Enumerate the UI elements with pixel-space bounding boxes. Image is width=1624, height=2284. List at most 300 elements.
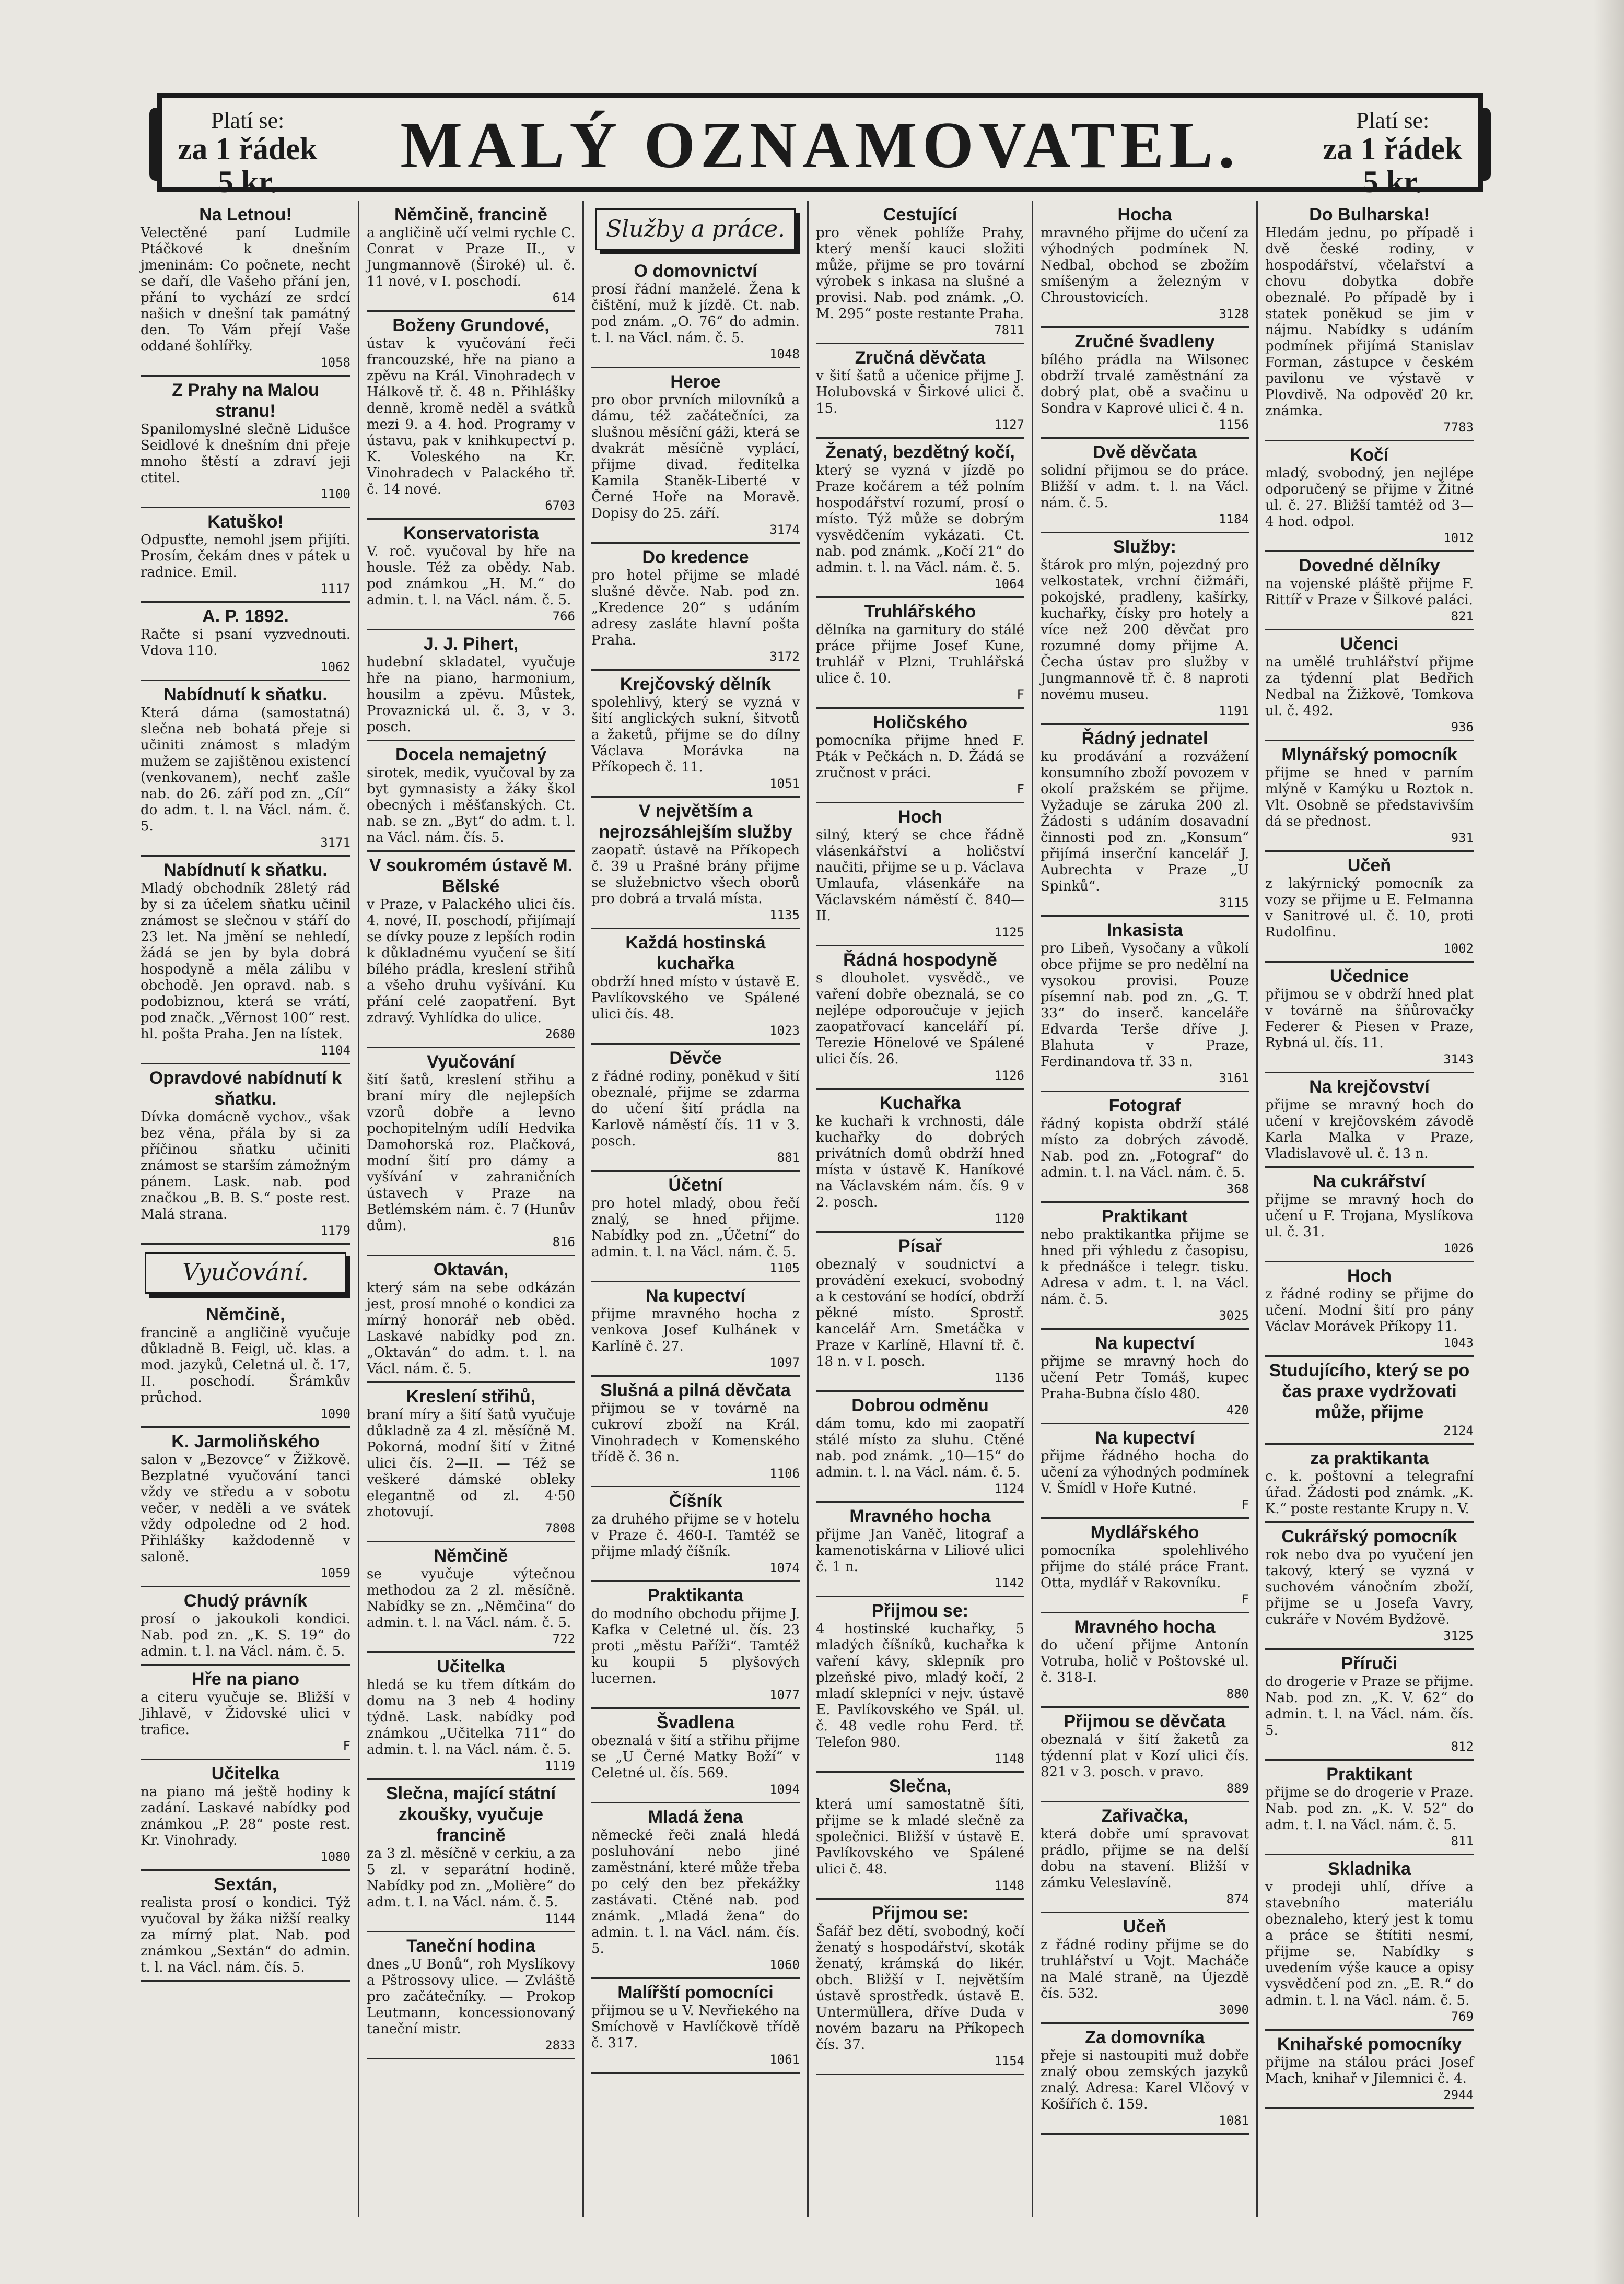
- ad-body: v prodeji uhlí, dříve a stavebního materiálu obeznaleho, který jest k tomu a práce se štítiti nesmí, přijme se. Nabídky s uvedením výše kauce a opisy vysvědčení pod zn. „E. R.“ do admin. t. l. na Václ. nám. č. 5.: [1265, 1879, 1474, 2008]
- ad-title: Učeň: [1123, 1917, 1167, 1937]
- column-4: [807, 201, 1032, 2217]
- ad-title: Přijmou se:: [871, 1601, 969, 1621]
- ad-body: Hledám jednu, po případě i dvě české rodiny, v hospodářství, včelařství a chovu dobytka dobře obeznalé. Po případě by i statek poněkud se jim v nájmu. Nabídky s udáním podmínek přijímá Stanislav Forman, zástupce v českém pavilonu ve výstavě v Plovdivě. Na odpověď 20 kr. známka.: [1265, 225, 1474, 419]
- ad-number: 3161: [1219, 1071, 1249, 1085]
- classified-ad: [367, 1383, 575, 1542]
- ad-number: 811: [1451, 1834, 1474, 1848]
- classified-ad: [1265, 552, 1474, 630]
- ad-number: F: [1241, 1497, 1249, 1512]
- ad-title: Oktaván,: [433, 1260, 509, 1280]
- classified-ad: [1041, 1330, 1249, 1424]
- ad-number: 368: [1226, 1181, 1249, 1196]
- ad-title: Cestující: [883, 205, 957, 225]
- ad-title: Opravdové nabídnutí k sňatku.: [149, 1068, 342, 1109]
- ad-body: hudební skladatel, vyučuje hře na piano, harmonium, housilm a zpěvu. Můstek, Provaznická ul. č. 3, v 3. posch.: [367, 654, 575, 735]
- classified-ad: [1265, 630, 1474, 741]
- ad-body: pro obor prvních milovníků a dámu, též začátečníci, za slušnou měsíční gáži, která se dvakrát měsíčně vyplácí, přijme divad. ředitelka Kamila Staněk-Liberté v Černé Hoře na Moravě. Dopisy do 25. září.: [591, 392, 800, 521]
- classified-ad: [367, 520, 575, 630]
- ad-number: 766: [552, 609, 575, 624]
- classified-ad: [1265, 1445, 1474, 1523]
- ad-number: 1077: [769, 1688, 800, 1702]
- ad-title: Docela nemajetný: [395, 745, 547, 765]
- ad-body: přeje si nastoupiti muž dobře znalý obou zemských jazyků znalý. Adresa: Karel Vlčový v Košířích č. 159.: [1041, 2048, 1249, 2112]
- ad-title: Hoch: [898, 807, 942, 827]
- section-heading: Vyučování.: [145, 1252, 346, 1294]
- ad-number: 3128: [1219, 307, 1249, 321]
- classified-ad: [367, 201, 575, 312]
- ad-number: 1135: [769, 908, 800, 922]
- ad-number: 1023: [769, 1023, 800, 1038]
- classified-ad: [816, 946, 1024, 1090]
- ad-body: v Praze, v Palackého ulici čís. 4. nové, II. poschodí, přijímají se dívky pouze z lepších rodin k důkladnému vyučení se šití bílého prádla, kreslení střihů a všeho druhu vyšívání. Ku přání celé zaopatření. Byt zdravý. Vyhlídka do ulice.: [367, 897, 575, 1026]
- ad-body: mravného přijme do učení za výhodných podmínek N. Nedbal, obchod se zbožím smíšeným a železným v Chroustovicích.: [1041, 225, 1249, 306]
- classified-ad: [1041, 439, 1249, 533]
- classified-ad: [141, 508, 350, 603]
- ad-number: 1059: [320, 1566, 350, 1580]
- classified-ad: [591, 544, 800, 671]
- classified-ad: [816, 439, 1024, 598]
- ad-number: 420: [1226, 1403, 1249, 1418]
- ad-title: Přijmou se:: [871, 1903, 969, 1923]
- classified-ad: [816, 344, 1024, 439]
- ad-body: obdrží hned místo v ústavě E. Pavlíkovského ve Spálené ulici čís. 48.: [591, 974, 800, 1022]
- ad-number: 1062: [320, 660, 350, 674]
- classified-ad: [367, 1932, 575, 2059]
- ad-title: Hoch: [1347, 1266, 1392, 1286]
- ad-title: Mydlářského: [1090, 1522, 1199, 1542]
- ad-title: Praktikanta: [647, 1586, 744, 1606]
- ad-columns: [133, 201, 1481, 2217]
- classified-ad: [367, 852, 575, 1048]
- classified-ad: [816, 1900, 1024, 2075]
- ad-title: Mlynářský pomocník: [1281, 745, 1457, 765]
- column-3: [582, 201, 807, 2217]
- ad-body: obeznalá v šití a střihu přijme se „U Černé Matky Boží“ v Celetné ul. čís. 569.: [591, 1733, 800, 1781]
- classified-ad: [1265, 741, 1474, 852]
- ad-number: 3174: [769, 522, 800, 537]
- classified-ad: [816, 1773, 1024, 1900]
- ad-body: mladý, svobodný, jen nejlépe odporučený se přijme v Žitné ul. č. 27. Bližší tamtéž od 3—4 hod. odpol.: [1265, 465, 1474, 530]
- ad-title: Do Bulharska!: [1309, 205, 1430, 225]
- ad-body: dnes „U Bonů“, roh Myslíkovy a Pštrossovy ulice. — Zvláště pro začátečníky. — Prokop Leutmann, koncessionovaný taneční mistr.: [367, 1957, 575, 2037]
- ad-number: 3172: [769, 649, 800, 664]
- classified-ad: [591, 1172, 800, 1282]
- classified-ad: [591, 1377, 800, 1487]
- ad-title: Mladá žena: [648, 1807, 743, 1827]
- ad-title: Taneční hodina: [406, 1936, 535, 1956]
- price-notice-right-line1: Platí se:: [1356, 108, 1430, 133]
- ad-number: 1094: [769, 1782, 800, 1797]
- ad-title: Zručná děvčata: [855, 348, 986, 368]
- ad-body: na umělé truhlářství přijme za týdenní plat Bedřich Nedbal na Žižkově, Tomkova ul. č. 492.: [1265, 654, 1474, 719]
- ad-number: 1074: [769, 1561, 800, 1575]
- ad-body: štárok pro mlýn, pojezdný pro velkostatek, vrchní čižmáři, pokojské, pradleny, kašírky, kuchařky, čísky pro hotely a více než 200 děvčat pro rozumné domy přijme A. Čecha ústav pro služby v Jungmannově tř. č. 8 naproti novému museu.: [1041, 557, 1249, 702]
- classified-ad: [1041, 917, 1249, 1092]
- classified-ad: [591, 257, 800, 368]
- ad-number: 1060: [769, 1958, 800, 1972]
- price-notice-right-line2: za 1 řádek 5 kr.: [1323, 132, 1463, 200]
- classified-ad: [1041, 1092, 1249, 1203]
- ad-number: 936: [1451, 720, 1474, 734]
- ad-title: Němčině: [434, 1546, 508, 1566]
- ad-title: Boženy Grundové,: [392, 315, 550, 335]
- ad-title: Krejčovský dělník: [620, 674, 772, 694]
- ad-body: Šafář bez dětí, svobodný, kočí ženatý s hospodářství, skoták ženatý, krámská do likér. obch. Bližší v I. největším ústavě sprostředk. ústavě E. Untermüllera, dříve Duda v novém bazaru na Příkopech čís. 37.: [816, 1924, 1024, 2053]
- ad-title: Dvě děvčata: [1093, 442, 1197, 462]
- ad-title: Za domovníka: [1085, 2028, 1205, 2047]
- classified-ad: [141, 1064, 350, 1245]
- ad-number: 1105: [769, 1261, 800, 1275]
- ad-number: F: [343, 1739, 350, 1753]
- classified-ad: [591, 798, 800, 929]
- ad-body: přijme se mravný hoch do učení u F. Trojana, Myslíkova ul. č. 31.: [1265, 1192, 1474, 1240]
- ad-number: 880: [1226, 1686, 1249, 1701]
- ad-number: 1058: [320, 355, 350, 370]
- masthead-title: MALÝ OZNAMOVATEL.: [400, 109, 1240, 182]
- ad-body: Velectěné paní Ludmile Ptáčkové k dnešním jmeninám: Co počnete, necht se daří, dle Vašeho přání jen, přání to vychází ze srdcí našich v dnešní tak památný den. To Vám přejí Vaše oddané šohlířky.: [141, 225, 350, 354]
- classified-ad: [816, 598, 1024, 709]
- scan-edge-shadow: [1594, 0, 1624, 2284]
- ad-body: braní míry a šití šatů vyučuje důkladně za 4 zl. měsíčně M. Pokorná, modní šití v Žitné ulici čís. 2—II. — Též se veškeré dámské obleky elegantně od zl. 4·50 zhotovují.: [367, 1407, 575, 1520]
- classified-ad: [1041, 328, 1249, 439]
- classified-ad: [1265, 963, 1474, 1073]
- ad-body: realista prosí o kondici. Týž vyučoval by žáka nižší realky za mírný plat. Nab. pod známkou „Sextán“ do admin. t. l. na Václ. nám. čís. 5.: [141, 1895, 350, 1975]
- classified-ad: [816, 1392, 1024, 1503]
- ad-body: Mladý obchodník 28letý rád by si za účelem sňatku učinil známost se slečnou v stáří do 23 let. Na jmění se nehledí, žádá se jen by byla dobrá hospodyně a měla zálibu v obchodě. Jen opravd. nab. s podobiznou, která se vrátí, pod značk. „Věrnost 100“ rest. hl. pošta Praha. Jen na lístek.: [141, 881, 350, 1042]
- ad-body: sirotek, medik, vyučoval by za byt gymnasisty a žáky škol obecných i měšťanských. Ct. nab. se zn. „Byt“ do adm. t. l. na Václ. nám. čís. 5.: [367, 765, 575, 846]
- ad-title: Hocha: [1117, 205, 1172, 225]
- classified-ad: [1265, 1523, 1474, 1650]
- ad-number: F: [1241, 1592, 1249, 1607]
- classified-ad: [1041, 1519, 1249, 1613]
- classified-ad: [367, 312, 575, 520]
- ad-number: 1142: [994, 1576, 1024, 1590]
- ad-title: Na cukrářství: [1313, 1172, 1426, 1191]
- ad-title: Dovedné dělníky: [1299, 556, 1440, 576]
- ad-number: 1090: [320, 1407, 350, 1421]
- ad-body: přijme na stálou práci Josef Mach, knihař v Jilemnici č. 4.: [1265, 2055, 1474, 2087]
- ad-number: 614: [552, 290, 575, 305]
- classified-ad: [141, 603, 350, 681]
- classified-ad: [1265, 852, 1474, 963]
- ad-body: do drogerie v Praze se přijme. Nab. pod zn. „K. V. 62“ do admin. t. l. na Václ. nám. čís. 5.: [1265, 1674, 1474, 1738]
- classified-ad: [1041, 1913, 1249, 2024]
- ad-number: 2680: [545, 1027, 575, 1041]
- classified-ad: [1265, 1357, 1474, 1445]
- ad-title: Řádný jednatel: [1081, 729, 1208, 748]
- ad-body: s dlouholet. vysvědč., ve vaření dobře obeznalá, se co nejlépe odporoučuje v jejich zaopatřovací kanceláří pí. Terezie Hönelové ve Spálené ulici čís. 26.: [816, 970, 1024, 1067]
- classified-ad: [141, 1871, 350, 1982]
- ad-number: 1156: [1219, 417, 1249, 432]
- ad-body: německé řeči znalá hledá posluhování nebo jiné zaměstnání, které může třeba po celý den bez překážky zastávati. Ctěné nab. pod známk. „Mladá žena“ do admin. t. l. na Václ. nám. čís. 5.: [591, 1828, 800, 1957]
- masthead: [157, 93, 1483, 200]
- classified-ad: [1041, 1613, 1249, 1708]
- column-6: [1256, 201, 1481, 2217]
- ad-number: 1125: [994, 925, 1024, 940]
- ad-body: která umí samostatně šíti, přijme se k mladé slečně za společnici. Bližší v ústavě E. Pavlíkovského ve Spálené ulici č. 48.: [816, 1797, 1024, 1877]
- ad-title: V soukromém ústavě M. Bělské: [369, 856, 573, 896]
- ad-body: V. roč. vyučoval by hře na housle. Též za obědy. Nab. pod známkou „H. M.“ do admin. t. l. na Václ. nám. č. 5.: [367, 544, 575, 608]
- ad-body: do modního obchodu přijme J. Kafka v Celetné ul. čís. 23 proti „městu Paříži“. Tamtéž ku koupii 5 plyšových lucernen.: [591, 1606, 800, 1686]
- classified-ad: [816, 1233, 1024, 1392]
- ad-body: přijme se do drogerie v Praze. Nab. pod zn. „K. V. 52“ do adm. t. l. na Václ. nám. č. 5.: [1265, 1785, 1474, 1833]
- ad-body: Spanilomyslné slečně Lidušce Seidlové k dnešním dni přeje mnoho štěstí a zdraví jeji ctitel.: [141, 421, 350, 486]
- ad-number: 3143: [1443, 1052, 1474, 1067]
- ad-title: O domovnictví: [634, 261, 757, 281]
- ad-number: 1148: [994, 1878, 1024, 1893]
- ad-title: Učitelka: [211, 1764, 280, 1784]
- ad-number: 889: [1226, 1781, 1249, 1796]
- ad-body: salon v „Bezovce“ v Žižkově. Bezplatné vyučování tanci vždy ve středu a v sobotu večer, v neděli a ve svátek vždy odpoledne od 2 hod. Přihlášky každodenně v saloně.: [141, 1452, 350, 1565]
- ad-number: 1064: [994, 577, 1024, 591]
- ad-title: Malířští pomocníci: [617, 1983, 774, 2002]
- ad-title: Účetní: [668, 1175, 723, 1195]
- ad-title: Truhlářského: [864, 602, 976, 622]
- ad-title: Mravného hocha: [1074, 1617, 1216, 1637]
- classified-ad: [367, 1780, 575, 1932]
- ad-number: 1106: [769, 1466, 800, 1481]
- classified-ad: [1265, 1262, 1474, 1357]
- ad-title: J. J. Pihert,: [423, 634, 519, 654]
- classified-ad: [141, 681, 350, 857]
- ad-body: přijmou se v obdrží hned plat v továrně na šňůrovačky Federer & Piesen v Praze, Rybná ul. čís. 11.: [1265, 987, 1474, 1051]
- ad-title: Ženatý, bezdětný kočí,: [825, 442, 1015, 462]
- ad-title: Inkasista: [1106, 920, 1183, 940]
- classified-ad: [1265, 201, 1474, 441]
- ad-number: 1081: [1219, 2113, 1249, 2128]
- ad-body: z řádné rodiny se přijme do učení. Modní šití pro pány Václav Morávek Příkopy 11.: [1265, 1286, 1474, 1334]
- ad-title: Studujícího, který se po čas praxe vydržovati může, přijme: [1269, 1361, 1470, 1422]
- ad-title: Dobrou odměnu: [851, 1396, 989, 1415]
- ad-body: dělníka na garnitury do stálé práce přijme Josef Kune, truhlář v Plzni, Truhlářská ulice č. 10.: [816, 622, 1024, 686]
- classified-ad: [141, 1760, 350, 1871]
- ad-body: pomocníka spolehlivého přijme do stálé práce Frant. Otta, mydlář v Rakovníku.: [1041, 1543, 1249, 1591]
- ad-body: pro hotel přijme se mladé slušné děvče. Nab. pod zn. „Kredence 20“ s udáním adresy zasláte hlavní pošta Praha.: [591, 568, 800, 648]
- classified-ad: [367, 630, 575, 741]
- price-notice-left-line2: za 1 řádek 5 kr.: [178, 132, 318, 200]
- ad-title: Chudý právník: [183, 1591, 308, 1611]
- classified-ad: [816, 1597, 1024, 1773]
- ad-title: Slečna, mající státní zkoušky, vyučuje francině: [385, 1784, 556, 1845]
- ad-title: Knihařské pomocníky: [1277, 2034, 1462, 2054]
- ad-body: v šití šatů a učenice přijme J. Holubovská v Širkové ulici č. 15.: [816, 368, 1024, 416]
- ad-body: dám tomu, kdo mi zaopatří stálé místo za sluhu. Ctěné nab. pod známk. „10—15“ do admin. t. l. na Václ. nám. č. 5.: [816, 1416, 1024, 1480]
- ad-number: 7783: [1443, 420, 1474, 435]
- ad-body: řádný kopista obdrží stálé místo za dobrých závodě. Nab. pod zn. „Fotograf“ do admin. t. l. na Václ. nám. č. 5.: [1041, 1116, 1249, 1180]
- classified-ad: [591, 1045, 800, 1172]
- ad-title: Číšník: [669, 1491, 722, 1511]
- ad-body: který se vyzná v jízdě po Praze kočárem a též polním hospodářství rozumí, prosí o místo. Týž může se dobrým vysvědčením vykázati. Ct. nab. pod známk. „Kočí 21“ do admin. t. l. na Václ. nám. č. 5.: [816, 463, 1024, 576]
- ad-body: přijme Jan Vaněč, litograf a kamenotiskárna v Liliové ulici č. 1 n.: [816, 1527, 1024, 1575]
- classified-ad: [1265, 2031, 1474, 2109]
- ad-body: 4 hostinské kuchařky, 5 mladých číšníků, kuchařka k vaření kávy, sklepník pro plzeňské pivo, mladý kočí, 2 mladí sklepníci v nejv. ústavě E. Pavlíkovského ve Spál. ul. č. 48 vedle rohu Ferd. tř. Telefon 980.: [816, 1621, 1024, 1750]
- ad-title: Holičského: [872, 712, 968, 732]
- ad-body: z řádné rodiny přijme se do truhlářství u Vojt. Macháče na Malé straně, na Újezdě čís. 532.: [1041, 1937, 1249, 2001]
- ad-title: Slečna,: [889, 1776, 952, 1796]
- ad-number: 1026: [1443, 1241, 1474, 1256]
- ad-title: Učitelka: [437, 1657, 505, 1677]
- column-1: [133, 201, 358, 2217]
- ad-number: 1144: [545, 1911, 575, 1926]
- ad-title: Švadlena: [656, 1713, 735, 1732]
- ad-title: Cukrářský pomocník: [1281, 1527, 1457, 1547]
- ad-number: 1080: [320, 1849, 350, 1864]
- ad-title: Nabídnutí k sňatku.: [163, 685, 328, 705]
- classified-ad: [1265, 1073, 1474, 1168]
- ad-title: Řádná hospodyně: [843, 950, 997, 970]
- ad-title: Každá hostinská kuchařka: [625, 933, 766, 974]
- ad-number: 1148: [994, 1751, 1024, 1766]
- ad-title: Nabídnutí k sňatku.: [163, 860, 328, 880]
- classified-ad: [591, 1487, 800, 1582]
- ad-body: hledá se ku třem dítkám do domu na 3 neb 4 hodiny týdně. Lask. nabídky pod známkou „Učitelka 711“ do admin. t. l. na Václ. nám. č. 5.: [367, 1677, 575, 1758]
- section-heading: Služby a práce.: [595, 208, 796, 250]
- ad-number: 3171: [320, 835, 350, 850]
- ad-number: 874: [1226, 1892, 1249, 1906]
- price-notice-right: [1314, 109, 1471, 198]
- ad-number: F: [1017, 782, 1024, 797]
- ad-number: 1191: [1219, 704, 1249, 718]
- ad-body: obeznalá v šití žaketů za týdenní plat v Kozí ulici čís. 821 v 3. posch. v pravo.: [1041, 1732, 1249, 1780]
- classified-ad: [141, 1428, 350, 1587]
- ad-number: 769: [1451, 2009, 1474, 2024]
- classified-ad: [367, 1653, 575, 1780]
- ad-number: 1119: [545, 1759, 575, 1773]
- ad-body: ku prodávání a rozvážení konsumního zboží povozem v okolí pražském se přijme. Vyžaduje se záruka 200 zl. Žádosti s udáním dosavadní činnosti pod zn. „Konsum“ přijímá inserční kancelář J. Aubrechta v Praze „U Spinků“.: [1041, 749, 1249, 894]
- ad-body: přijme se mravný hoch do učení v krejčovském závodě Karla Malka v Praze, Vladislavově ul. č. 13 n.: [1265, 1097, 1474, 1162]
- ad-title: Učeň: [1347, 856, 1392, 875]
- ad-title: Slušná a pilná děvčata: [600, 1380, 791, 1400]
- ad-title: Praktikant: [1326, 1764, 1412, 1784]
- ad-number: 3025: [1219, 1308, 1249, 1323]
- ad-body: z řádné rodiny, poněkud v šití obeznalé, přijme se zdarma do učení šití prádla na Karlově náměstí čís. 11 v 3. posch.: [591, 1069, 800, 1149]
- ad-body: pomocníka přijme hned F. Pták v Pečkách n. D. Žádá se zručnost v práci.: [816, 733, 1024, 781]
- ad-number: 1120: [994, 1211, 1024, 1226]
- ad-number: F: [1017, 687, 1024, 702]
- ad-title: Do kredence: [642, 547, 749, 567]
- ad-body: přijme řádného hocha do učení za výhodných podmínek V. Šmídl v Hoře Kutné.: [1041, 1448, 1249, 1496]
- classified-ad: [1265, 1855, 1474, 2031]
- ad-title: Příruči: [1341, 1654, 1398, 1673]
- ad-body: prosí o jakoukoli kondici. Nab. pod zn. „K. S. 19“ do admin. t. l. na Václ. nám. č. 5.: [141, 1611, 350, 1659]
- ad-body: do učení přijme Antonín Votruba, holič v Poštovské ul. č. 318-I.: [1041, 1637, 1249, 1685]
- ad-number: 7808: [545, 1521, 575, 1536]
- ad-number: 7811: [994, 323, 1024, 337]
- ad-title: K. Jarmoliňského: [171, 1432, 320, 1451]
- ad-title: Vyučování: [427, 1052, 515, 1072]
- ad-title: Na Letnou!: [199, 205, 292, 225]
- classified-ad: [141, 201, 350, 377]
- ad-body: přijme se hned v parním mlýně v Kamýku u Roztok n. Vlt. Osobně se představivším dá se přednost.: [1265, 765, 1474, 829]
- ad-number: 3090: [1219, 2002, 1249, 2017]
- ad-number: 1127: [994, 417, 1024, 432]
- ad-number: 1117: [320, 581, 350, 596]
- ad-title: Na krejčovství: [1309, 1077, 1430, 1097]
- ad-body: Odpusťte, nemohl jsem přijíti. Prosím, čekám dnes v pátek u radnice. Emil.: [141, 532, 350, 580]
- classified-ad: [1041, 201, 1249, 328]
- ad-title: A. P. 1892.: [202, 606, 289, 626]
- ad-number: 1012: [1443, 531, 1474, 545]
- ad-title: Na kupectví: [1095, 1333, 1195, 1353]
- ad-title: Praktikant: [1102, 1207, 1188, 1226]
- ad-number: 1154: [994, 2054, 1024, 2068]
- ad-title: Němčině,: [206, 1305, 285, 1325]
- price-notice-left: [169, 109, 326, 198]
- ad-title: Heroe: [670, 372, 721, 392]
- classified-ad: [591, 1979, 800, 2074]
- classified-ad: [1041, 1708, 1249, 1802]
- ad-number: 1002: [1443, 941, 1474, 956]
- ad-body: a angličině učí velmi rychle C. Conrat v Praze II., v Jungmannově (Široké) ul. č. 11 nové, v I. poschodí.: [367, 225, 575, 289]
- ad-body: pro Libeň, Vysočany a vůkolí obce přijme se pro nedělní na vysokou provisi. Pouze písemní nab. pod zn. „G. T. 33“ do inserč. kanceláře Edvarda Terše dříve J. Blahuta v Praze, Ferdinandova tř. 33 n.: [1041, 941, 1249, 1070]
- ad-body: ke kuchaři k vrchnosti, dále kuchařky do dobrých privátních domů obdrží hned místa v ústavě K. Haníkové na Václavském nám. čís. 9 v 2. posch.: [816, 1114, 1024, 1210]
- ad-title: Přijmou se děvčata: [1064, 1712, 1226, 1731]
- ad-number: 3125: [1443, 1629, 1474, 1643]
- ad-number: 1100: [320, 487, 350, 501]
- classified-ad: [1041, 533, 1249, 725]
- ad-title: Učenci: [1340, 634, 1399, 654]
- ad-number: 1097: [769, 1355, 800, 1370]
- classified-ad: [591, 671, 800, 798]
- ad-body: ústav k vyučování řeči francouzské, hře na piano a zpěvu na Král. Vinohradech v Hálkově tř. č. 48 n. Přihlášky denně, kromě neděl a svátků mezi 9. a 4. hod. Programy v ústavu, pak v knihkupectví p. K. Voleského na Kr. Vinohradech v Palackého tř. č. 14 nové.: [367, 336, 575, 497]
- classified-ad: [591, 1709, 800, 1803]
- classified-ad: [591, 1582, 800, 1709]
- classified-ad: [591, 1282, 800, 1377]
- ad-title: Učednice: [1329, 966, 1409, 986]
- ad-body: prosí řádní manželé. Žena k čištění, muž k jízdě. Ct. nab. pod znám. „O. 76“ do admin. t. l. na Václ. nám. č. 5.: [591, 282, 800, 346]
- classified-ad: [591, 368, 800, 544]
- classified-ad: [816, 201, 1024, 344]
- ad-title: za praktikanta: [1310, 1448, 1429, 1468]
- ad-body: rok nebo dva po vyučení jen takový, který se vyzná v suchovém vánočním zboží, přijme se u Josefa Vavry, cukráře v Novém Bydžově.: [1265, 1547, 1474, 1627]
- classified-ad: [141, 857, 350, 1064]
- ad-number: 6703: [545, 498, 575, 513]
- ad-number: 1126: [994, 1068, 1024, 1083]
- ad-body: silný, který se chce řádně vlásenkářství a holičství naučiti, přijme se u p. Václava Umlaufa, vlásenkáře na Václavském náměstí č. 840—II.: [816, 827, 1024, 924]
- ad-body: Dívka domácně vychov., však bez věna, přála by si za příčinou sňatku učiniti známost se starším zámožným pánem. Lask. nab. pod značkou „B. B. S.“ poste rest. Malá strana.: [141, 1109, 350, 1222]
- classified-ad: [1265, 1650, 1474, 1761]
- ad-title: Kreslení střihů,: [406, 1387, 536, 1407]
- classified-ad: [1041, 1203, 1249, 1330]
- ad-title: Hře na piano: [192, 1669, 299, 1689]
- ad-body: z lakýrnický pomocník za vozy se přijme u E. Felmanna v Sanitrové ul. č. 10, proti Rudolfinu.: [1265, 876, 1474, 940]
- ad-title: Na kupectví: [646, 1286, 745, 1306]
- ad-number: 1179: [320, 1223, 350, 1238]
- ad-body: na piano má ještě hodiny k zadání. Laskavé nabídky pod známkou „P. 28“ poste rest. Kr. Vinohrady.: [141, 1784, 350, 1848]
- ad-body: a citeru vyučuje se. Bližší v Jihlavě, v Židovské ulici v trafice.: [141, 1690, 350, 1738]
- ad-title: Fotograf: [1108, 1096, 1181, 1116]
- ad-body: se vyučuje výtečnou methodou za 2 zl. měsíčně. Nabídky se zn. „Němčina“ do admin. t. l. na Václ. nám. č. 5.: [367, 1566, 575, 1631]
- ad-body: přijme mravného hocha z venkova Josef Kulhánek v Karlíně č. 27.: [591, 1306, 800, 1354]
- ad-number: 2833: [545, 2038, 575, 2053]
- classified-ad: [1265, 441, 1474, 552]
- column-2: [358, 201, 582, 2217]
- classified-ad: [816, 1090, 1024, 1233]
- ad-body: spolehlivý, který se vyzná v šití anglických sukní, šitvotů a žaketů, přijme se do dílny Václava Morávka na Příkopech č. 11.: [591, 695, 800, 775]
- classified-ad: [367, 1542, 575, 1653]
- classified-ad: [1041, 725, 1249, 917]
- ad-body: nebo praktikantka přijme se hned při výhledu z časopisu, k přednášce i telegr. tisku. Adresa v adm. t. l. na Václ. nám. č. 5.: [1041, 1227, 1249, 1307]
- classified-ad: [367, 741, 575, 852]
- classified-ad: [141, 1666, 350, 1760]
- ad-title: Sextán,: [214, 1875, 277, 1894]
- classified-ad: [816, 803, 1024, 946]
- classified-ad: [1265, 1761, 1474, 1855]
- ad-body: přijmou se v továrně na cukroví zboží na Král. Vinohradech v Komenského třídě č. 36 n.: [591, 1401, 800, 1465]
- ad-number: 2124: [1443, 1423, 1474, 1438]
- ad-title: Služby:: [1113, 537, 1176, 557]
- ad-number: 2944: [1443, 2088, 1474, 2102]
